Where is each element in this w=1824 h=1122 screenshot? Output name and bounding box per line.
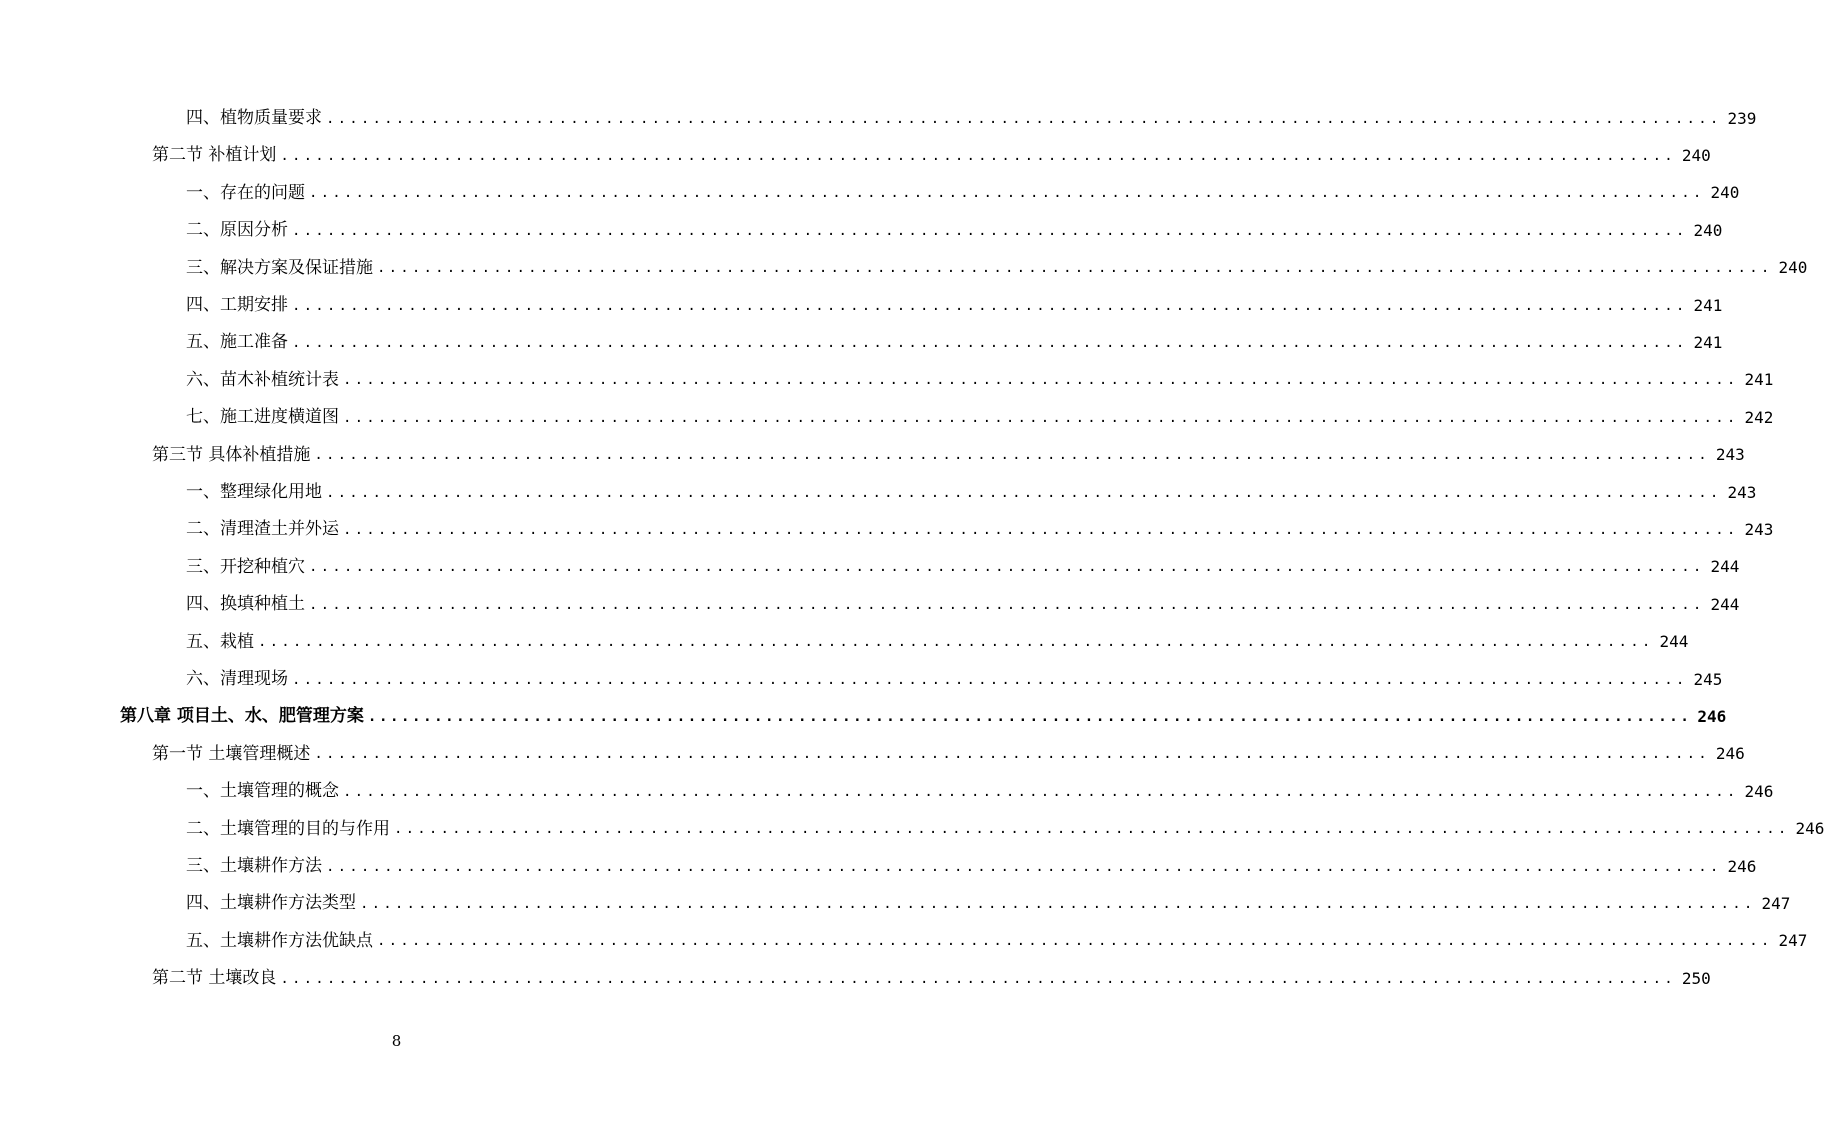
toc-entry[interactable] (186, 549, 1740, 586)
toc-entry[interactable] (186, 923, 1808, 960)
toc-entry[interactable] (186, 773, 1774, 810)
toc-entry-title: 二、土壤管理的目的与作用 (186, 818, 390, 839)
dot-leader: ........................................................................................................................ (326, 110, 1722, 127)
toc-entry[interactable] (186, 661, 1723, 698)
dot-leader: ........................................................................................................................ (258, 634, 1654, 651)
dot-leader: ........................................................................................................................ (314, 746, 1710, 763)
toc-entry-page: 243 (1715, 445, 1745, 465)
dot-leader: ........................................................................................................................ (377, 933, 1773, 950)
toc-entry-page: 246 (1795, 819, 1824, 839)
dot-leader: ........................................................................................................................ (292, 297, 1688, 314)
dot-leader: ........................................................................................................................ (309, 185, 1705, 202)
dot-leader: ........................................................................................................................ (343, 409, 1739, 426)
toc-entry[interactable] (186, 175, 1740, 212)
toc-entry-title: 三、解决方案及保证措施 (186, 257, 373, 278)
dot-leader: ........................................................................................................................ (326, 484, 1722, 501)
toc-entry-page: 247 (1778, 931, 1808, 951)
toc-entry[interactable] (186, 399, 1774, 436)
dot-leader: ........................................................................................................................ (360, 895, 1756, 912)
dot-leader: ........................................................................................................................ (292, 222, 1688, 239)
toc-entry-title: 二、原因分析 (186, 220, 288, 241)
toc-entry-title: 四、工期安排 (186, 295, 288, 315)
toc-entry-title: 二、清理渣土并外运 (186, 519, 339, 540)
toc-entry-title: 第二节 补植计划 (152, 145, 277, 166)
dot-leader: ........................................................................................................................ (326, 858, 1722, 875)
dot-leader: ........................................................................................................................ (292, 334, 1688, 351)
toc-entry-page: 240 (1710, 183, 1740, 203)
toc-entry-page: 240 (1778, 258, 1808, 278)
toc-entry[interactable] (186, 624, 1689, 661)
toc-entry-title: 第三节 具体补植措施 (152, 444, 311, 465)
toc-entry-title: 一、土壤管理的概念 (186, 781, 339, 802)
toc-entry[interactable] (186, 511, 1774, 548)
toc-entry[interactable] (152, 437, 1745, 474)
toc-entry-page: 241 (1693, 295, 1723, 315)
toc-entry-title: 第八章 项目土、水、肥管理方案 (120, 706, 364, 727)
toc-entry-page: 241 (1693, 332, 1723, 352)
toc-entry[interactable] (186, 848, 1757, 885)
toc-entry-page: 246 (1715, 744, 1745, 764)
toc-entry-page: 250 (1681, 968, 1711, 988)
toc-entry[interactable] (186, 287, 1723, 324)
toc-entry-page: 242 (1744, 407, 1774, 427)
toc-entry-title: 六、清理现场 (186, 669, 288, 689)
toc-entry-title: 四、土壤耕作方法类型 (186, 893, 356, 914)
toc-entry[interactable] (186, 100, 1757, 137)
toc-entry-page: 240 (1693, 220, 1723, 240)
toc-entry[interactable] (186, 362, 1774, 399)
toc-entry[interactable] (152, 137, 1711, 174)
dot-leader: ........................................................................................................................ (343, 783, 1739, 800)
toc-entry[interactable] (186, 885, 1791, 922)
dot-leader: ........................................................................................................................ (394, 821, 1790, 838)
toc-entry-page: 243 (1744, 519, 1774, 539)
toc-entry-title: 七、施工进度横道图 (186, 407, 339, 428)
dot-leader: ........................................................................................................................ (280, 147, 1676, 164)
toc-entry[interactable] (186, 586, 1740, 623)
toc-entry[interactable] (186, 250, 1808, 287)
toc-entry-title: 第一节 土壤管理概述 (152, 743, 311, 764)
toc-entry-title: 六、苗木补植统计表 (186, 369, 339, 390)
toc-entry-title: 三、土壤耕作方法 (186, 856, 322, 876)
toc-entry-page: 247 (1761, 893, 1791, 913)
toc-entry-page: 246 (1744, 781, 1774, 801)
dot-leader: ........................................................................................................................ (343, 521, 1739, 538)
toc-entry[interactable] (120, 698, 1727, 735)
toc-entry-title: 五、栽植 (186, 631, 254, 652)
toc-entry-page: 244 (1710, 594, 1740, 614)
toc-entry-page: 243 (1727, 482, 1757, 502)
dot-leader: ........................................................................................................................ (280, 970, 1676, 987)
toc-entry-title: 四、植物质量要求 (186, 108, 322, 128)
toc-entry-page: 240 (1681, 145, 1711, 165)
page-number: 8 (391, 1032, 402, 1050)
toc-entry-title: 五、施工准备 (186, 332, 288, 353)
toc-entry-page: 241 (1744, 370, 1774, 390)
toc-entry[interactable] (186, 324, 1723, 361)
toc-entry[interactable] (186, 474, 1757, 511)
toc-entry-page: 239 (1727, 108, 1757, 128)
toc-entry-title: 第二节 土壤改良 (152, 968, 277, 989)
dot-leader: ........................................................................................................................ (292, 671, 1688, 688)
toc-entry-page: 246 (1697, 706, 1727, 726)
toc-entry-title: 四、换填种植土 (186, 594, 305, 615)
dot-leader: ........................................................................................................................ (367, 708, 1692, 725)
toc-entry-page: 244 (1659, 632, 1689, 652)
dot-leader: ........................................................................................................................ (377, 260, 1773, 277)
toc-entry[interactable] (152, 960, 1711, 997)
toc-entry[interactable] (186, 811, 1824, 848)
toc-entry-title: 一、存在的问题 (186, 182, 305, 203)
toc-entry[interactable] (152, 736, 1745, 773)
toc-entry-title: 一、整理绿化用地 (186, 482, 322, 502)
toc-entry-title: 五、土壤耕作方法优缺点 (186, 930, 373, 951)
toc-entry-page: 245 (1693, 669, 1723, 689)
toc-entry[interactable] (186, 212, 1723, 249)
toc-entry-title: 三、开挖种植穴 (186, 556, 305, 577)
dot-leader: ........................................................................................................................ (309, 596, 1705, 613)
dot-leader: ........................................................................................................................ (309, 559, 1705, 576)
dot-leader: ........................................................................................................................ (343, 372, 1739, 389)
dot-leader: ........................................................................................................................ (314, 447, 1710, 464)
toc-entry-page: 246 (1727, 856, 1757, 876)
toc-entry-page: 244 (1710, 557, 1740, 577)
